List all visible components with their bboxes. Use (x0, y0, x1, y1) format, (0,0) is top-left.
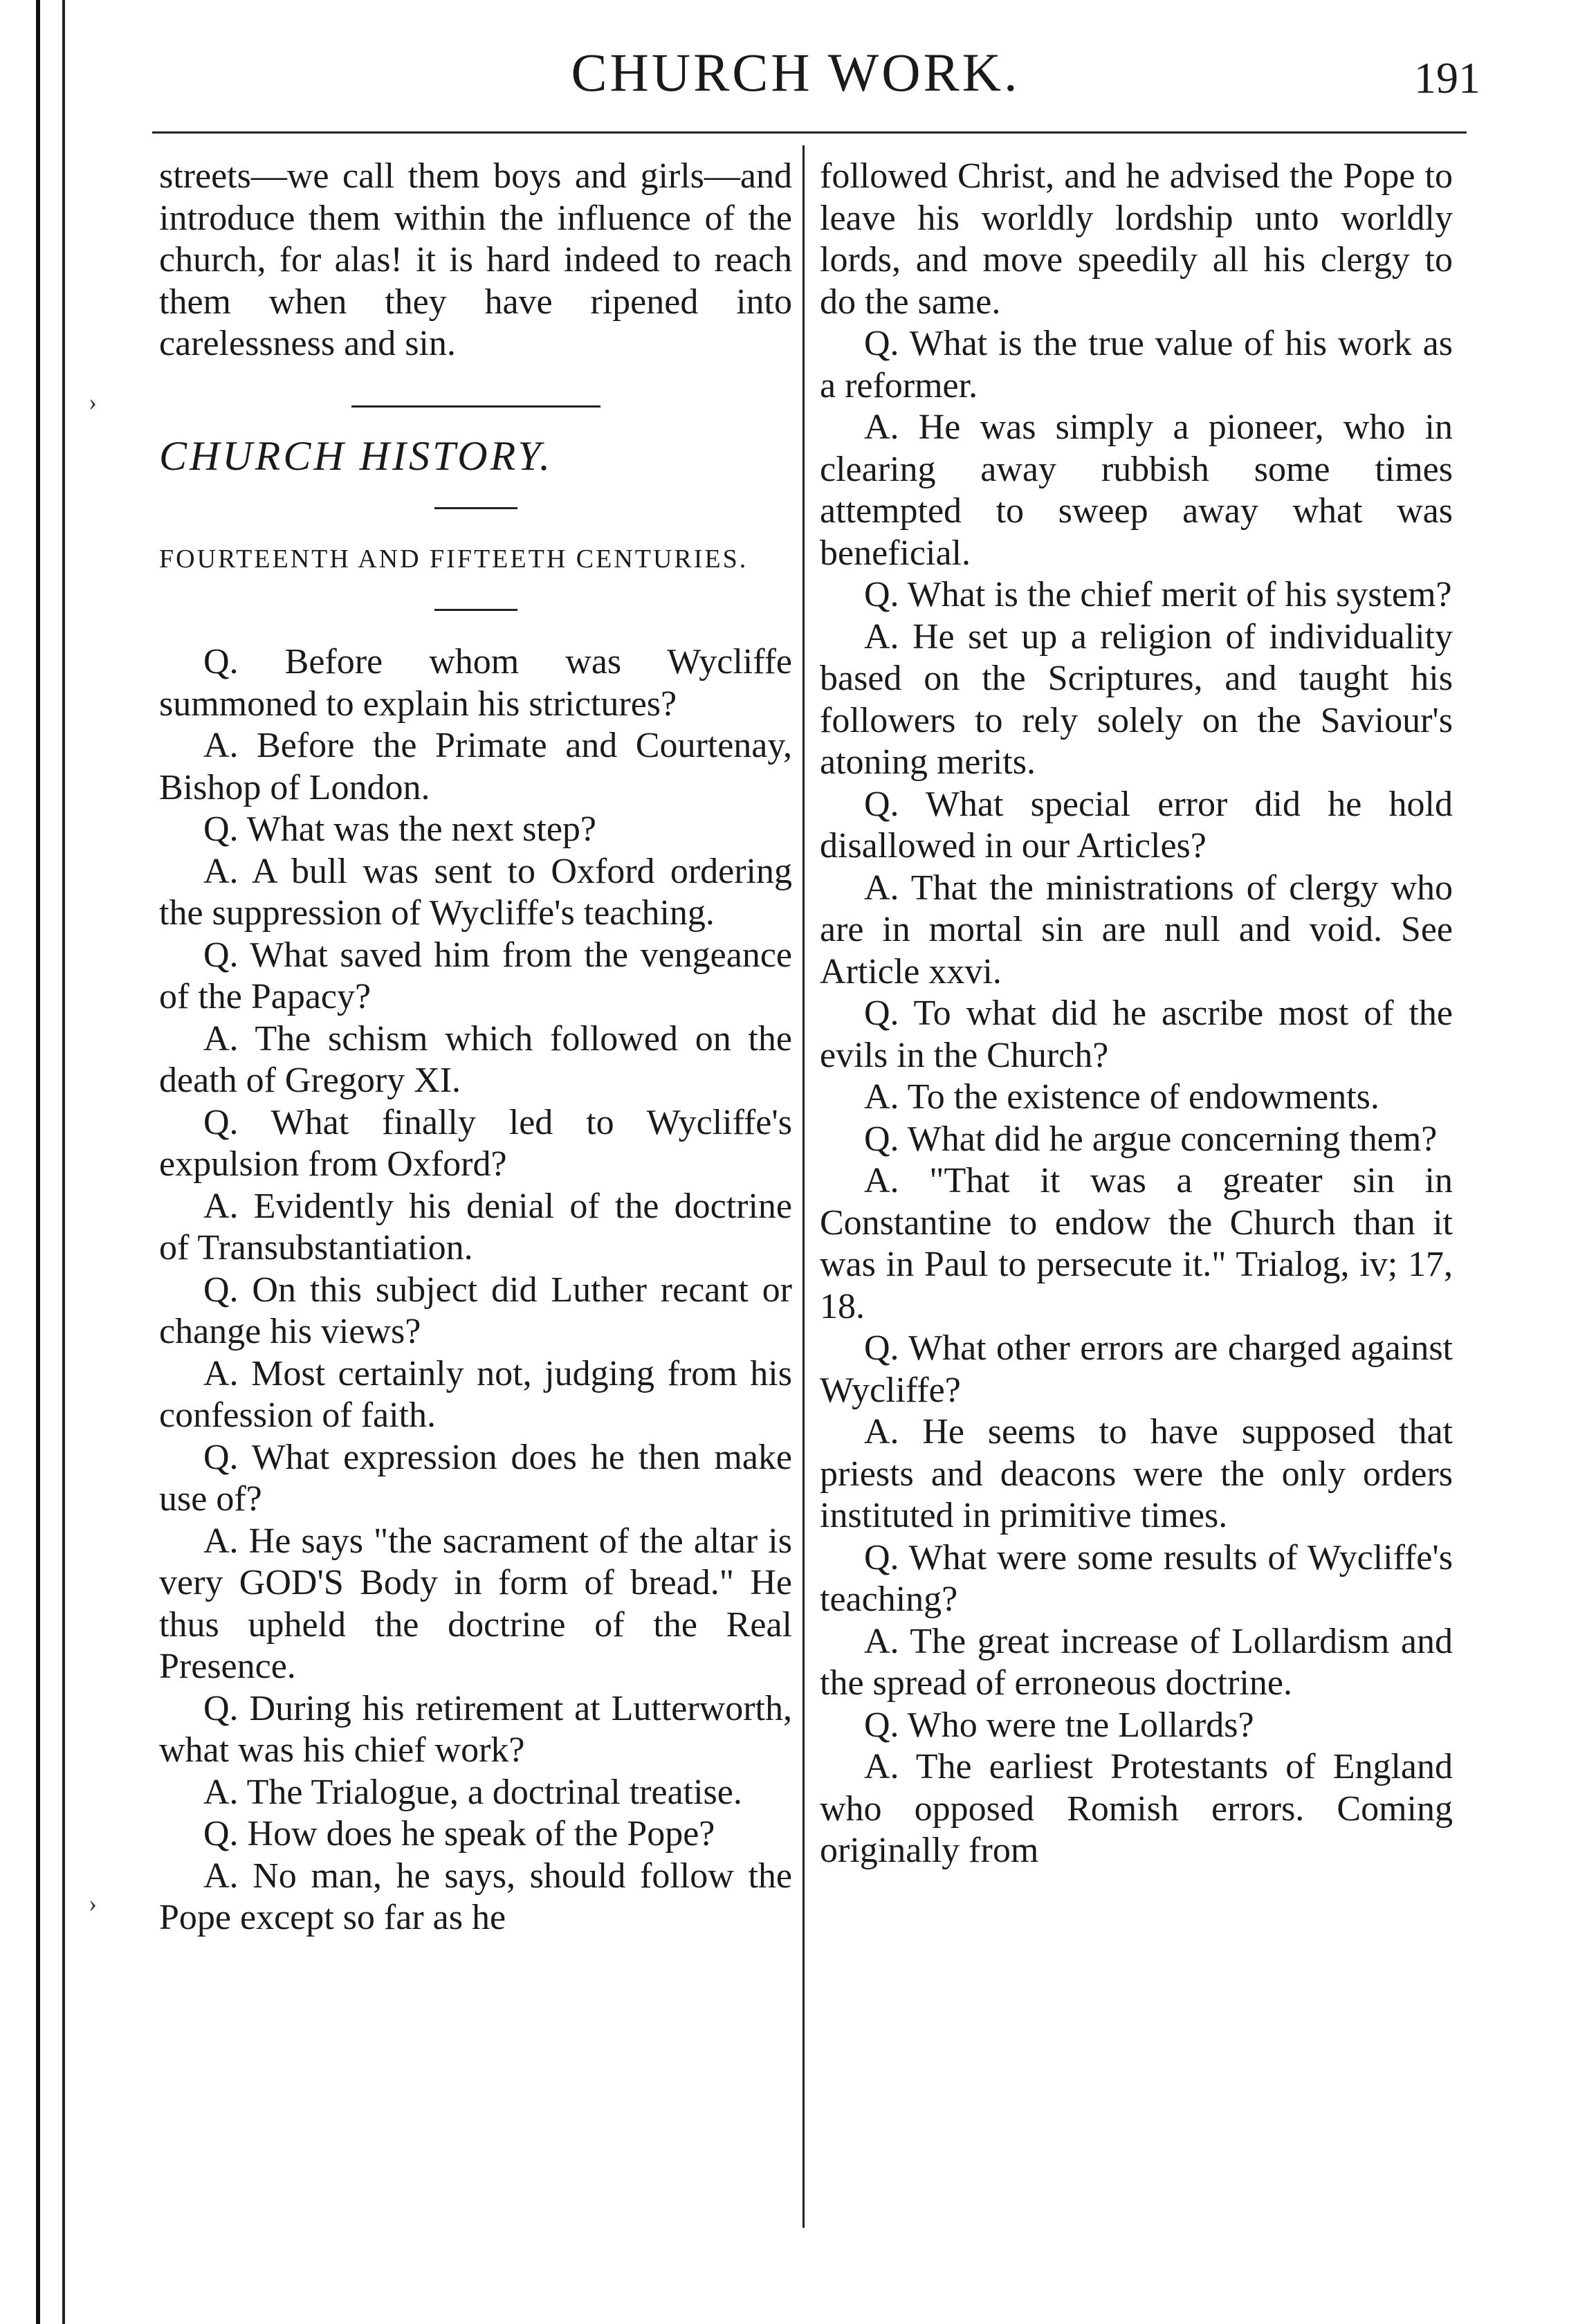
qa-paragraph: A. Most certainly not, judging from his confession of faith. (159, 1353, 792, 1435)
qa-paragraph: Q. Who were tne Lollards? (864, 1705, 1254, 1745)
short-rule (434, 609, 517, 611)
section-title: CHURCH HISTORY. (159, 432, 553, 479)
qa-paragraph: Q. What were some results of Wycliffe's teaching? (820, 1537, 1453, 1619)
qa-paragraph: Q. What finally led to Wycliffe's expulsion from Oxford? (159, 1102, 792, 1184)
binding-edge-line (36, 0, 40, 2324)
qa-paragraph: A. To the existence of endowments. (864, 1077, 1379, 1117)
qa-paragraph: A. The earliest Protestants of England who opposed Romish errors. Coming originally from (820, 1747, 1453, 1870)
qa-paragraph: Q. How does he speak of the Pope? (203, 1814, 715, 1854)
qa-paragraph: A. Before the Primate and Courtenay, Bishop of London. (159, 726, 792, 807)
qa-paragraph: Q. What is the true value of his work as a reformer. (820, 324, 1453, 405)
margin-mark: › (89, 1890, 97, 1917)
qa-paragraph: A. He was simply a pioneer, who in clearing away rubbish some times attempted to sweep away what was beneficial. (820, 408, 1453, 573)
binding-edge-line-inner (62, 0, 65, 2324)
qa-paragraph: A. The great increase of Lollardism and the spread of erroneous doctrine. (820, 1621, 1453, 1703)
section-rule (351, 405, 600, 408)
qa-paragraph: A. He set up a religion of individuality based on the Scriptures, and taught his followers to rely solely on the Saviour's atoning merits. (820, 616, 1453, 782)
qa-paragraph: A. The schism which followed on the death of Gregory XI. (159, 1018, 792, 1100)
page-header (138, 42, 1480, 118)
qa-paragraph: A. A bull was sent to Oxford ordering the suppression of Wycliffe's teaching. (159, 851, 792, 933)
qa-paragraph: Q. What did he argue concerning them? (864, 1119, 1438, 1159)
right-qa-list (820, 156, 1453, 1872)
running-title: CHURCH WORK. (571, 42, 1020, 102)
short-rule (434, 507, 517, 509)
qa-paragraph: Q. What saved him from the vengeance of the Papacy? (159, 935, 792, 1016)
header-rule (152, 131, 1467, 134)
qa-paragraph: Q. During his retirement at Lutterworth, what was his chief work? (159, 1688, 792, 1770)
left-qa-list (159, 641, 792, 1939)
page-number: 191 (1414, 53, 1480, 102)
qa-paragraph: A. That the ministrations of clergy who are in mortal sin are null and void. See Article xxvi. (820, 868, 1453, 991)
section-subheading: FOURTEENTH AND FIFTEETH CENTURIES. (159, 545, 749, 574)
qa-paragraph: Q. What is the chief merit of his system? (864, 575, 1452, 614)
left-column (159, 156, 792, 1939)
qa-paragraph: A. "That it was a greater sin in Constantine to endow the Church than it was in Paul to persecute it." Trialog, iv; 17, 18. (820, 1161, 1453, 1326)
qa-paragraph: A. He says "the sacrament of the altar is very GOD'S Body in form of bread." He thus upheld the doctrine of the Real Presence. (159, 1521, 792, 1686)
qa-paragraph: A. No man, he says, should follow the Pope except so far as he (159, 1856, 792, 1937)
qa-paragraph: Q. What special error did he hold disallowed in our Articles? (820, 784, 1453, 866)
continued-paragraph: followed Christ, and he advised the Pope to leave his worldly lordship unto worldly lords, and move speedily all his clergy to do the same. (820, 156, 1453, 322)
qa-paragraph: Q. What other errors are charged against Wycliffe? (820, 1328, 1453, 1410)
qa-paragraph: Q. Before whom was Wycliffe summoned to explain his strictures? (159, 642, 792, 724)
qa-paragraph: Q. What expression does he then make use of? (159, 1437, 792, 1519)
intro-paragraph: streets—we call them boys and girls—and introduce them within the influence of the church, for alas! it is hard indeed to reach them when they have ripened into carelessness and sin. (159, 156, 792, 363)
margin-mark: › (89, 388, 97, 416)
column-divider (802, 145, 805, 2228)
qa-paragraph: Q. To what did he ascribe most of the evils in the Church? (820, 994, 1453, 1075)
qa-paragraph: Q. On this subject did Luther recant or change his views? (159, 1270, 792, 1351)
qa-paragraph: A. He seems to have supposed that priests and deacons were the only orders instituted in primitive times. (820, 1412, 1453, 1535)
right-column (820, 156, 1453, 1872)
qa-paragraph: Q. What was the next step? (203, 809, 596, 849)
qa-paragraph: A. Evidently his denial of the doctrine of Transubstantiation. (159, 1186, 792, 1268)
book-page (138, 0, 1487, 2324)
qa-paragraph: A. The Trialogue, a doctrinal treatise. (203, 1772, 742, 1812)
